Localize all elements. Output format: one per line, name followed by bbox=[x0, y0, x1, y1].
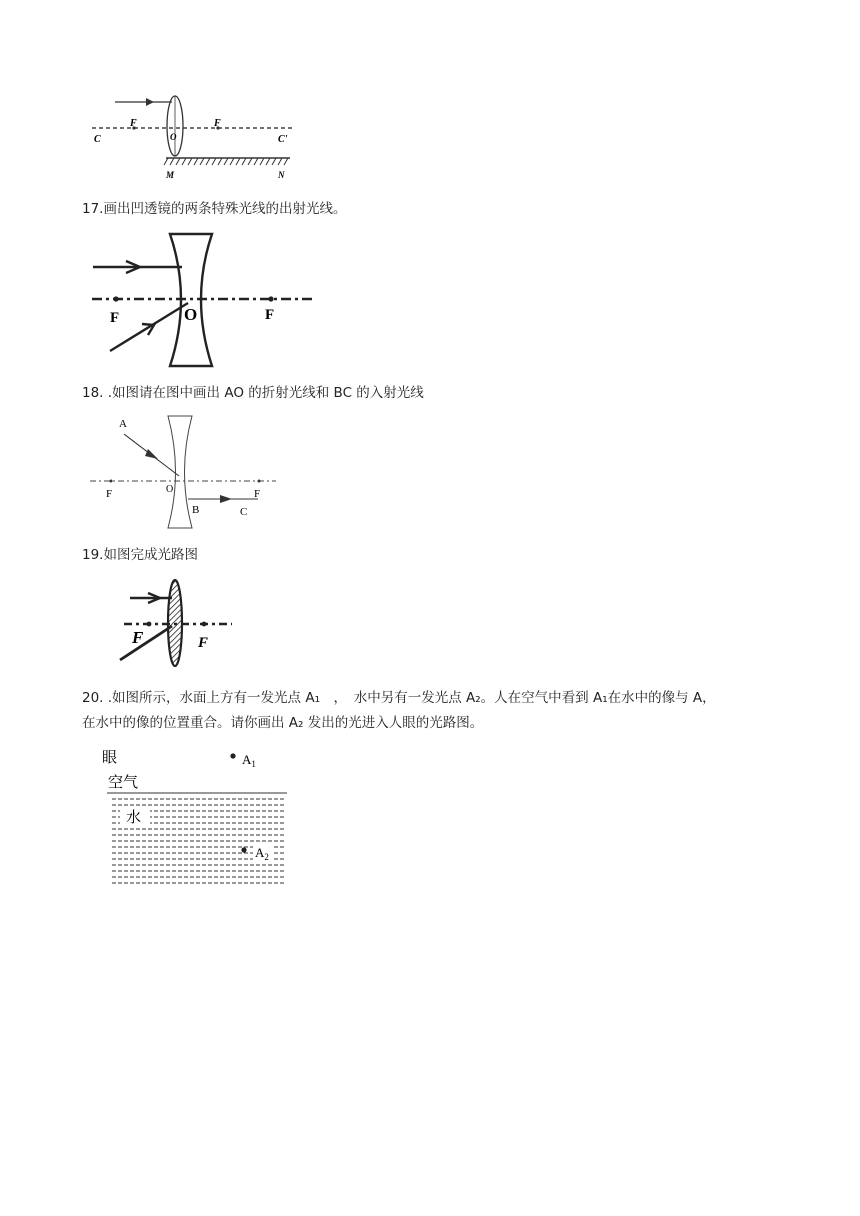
label-eye: 眼 bbox=[102, 750, 118, 766]
concave-lens bbox=[168, 416, 192, 528]
label-f-right: F bbox=[265, 307, 275, 323]
label-o: O bbox=[166, 484, 174, 495]
incident-ray-oblique bbox=[120, 626, 172, 660]
label-b: B bbox=[192, 504, 200, 516]
label-a2: $A_2$ bbox=[255, 845, 269, 862]
arrow-head-icon bbox=[146, 98, 154, 106]
figure-lens-19 bbox=[112, 576, 242, 672]
question-20-line1: 20. .如图所示，水面上方有一发光点 A₁ ， 水中另有一发光点 A₂。人在空气中看到 A₁在水中的像与 A， bbox=[82, 690, 716, 706]
label-o: O bbox=[170, 132, 177, 142]
label-c: C bbox=[240, 506, 248, 518]
figure-water-surface-20 bbox=[100, 744, 300, 888]
label-f-left: F bbox=[130, 118, 137, 129]
label-f-left: F bbox=[132, 628, 144, 647]
label-water: 水 bbox=[126, 810, 142, 826]
label-f-right: F bbox=[214, 118, 221, 129]
label-a: A bbox=[119, 418, 127, 430]
question-20-line2: 在水中的像的位置重合。请你画出 A₂ 发出的光进入人眼的光路图。 bbox=[82, 715, 484, 731]
question-18-text: 18. .如图请在图中画出 AO 的折射光线和 BC 的入射光线 bbox=[82, 385, 424, 401]
point-a1 bbox=[230, 753, 235, 758]
label-c-left: C bbox=[94, 134, 101, 145]
mirror-hatching bbox=[164, 158, 288, 165]
label-m: M bbox=[166, 170, 175, 180]
question-19-text: 19.如图完成光路图 bbox=[82, 547, 198, 563]
label-n: N bbox=[278, 170, 285, 180]
question-17-text: 17.画出凹透镜的两条特殊光线的出射光线。 bbox=[82, 201, 347, 217]
point-a2 bbox=[241, 847, 246, 852]
label-c-right: C' bbox=[278, 134, 288, 145]
label-o: O bbox=[184, 305, 198, 324]
label-f-left: F bbox=[110, 310, 120, 326]
label-air: 空气 bbox=[108, 775, 139, 791]
label-a1: $A_1$ bbox=[242, 752, 256, 769]
label-f-right: F bbox=[254, 488, 261, 500]
label-f-left: F bbox=[106, 488, 113, 500]
label-f-right: F bbox=[198, 635, 209, 651]
figure-concave-lens-17 bbox=[88, 230, 328, 372]
figure-convex-lens-mirror bbox=[80, 88, 310, 188]
hatched-lens bbox=[168, 580, 182, 666]
figure-concave-lens-18 bbox=[88, 412, 288, 534]
